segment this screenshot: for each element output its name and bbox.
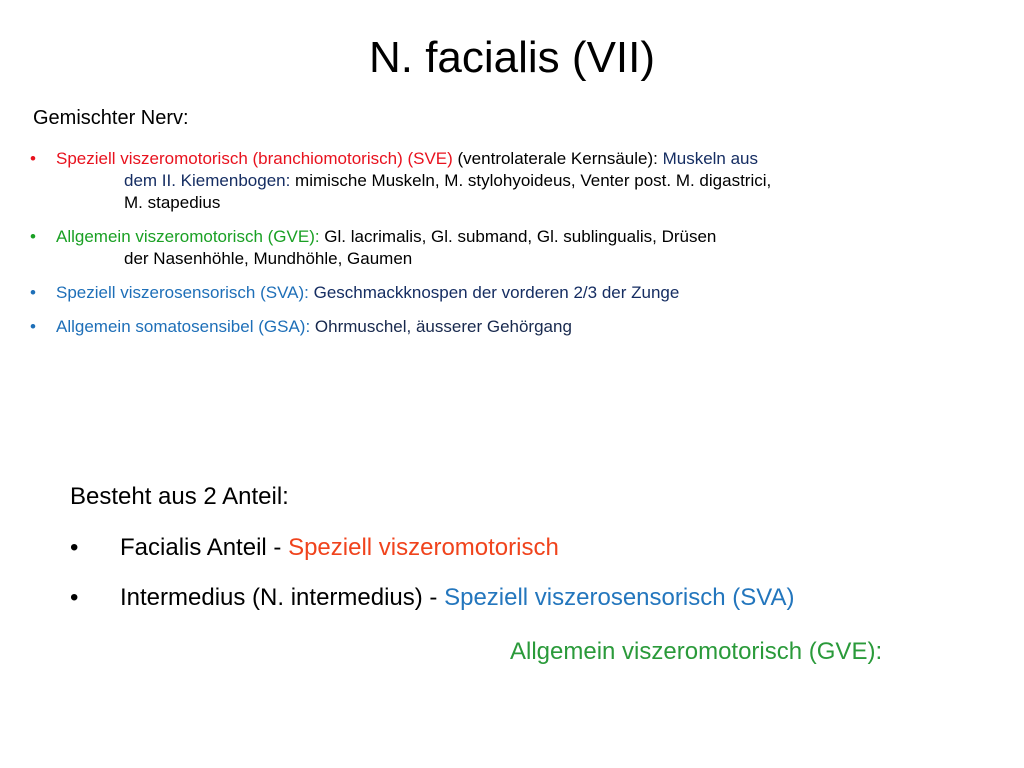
subheading: Gemischter Nerv: [33, 107, 189, 129]
component-description: Ohrmuschel, äusserer Gehörgang [310, 317, 572, 336]
component-description: Geschmackknospen der vorderen 2/3 der Zunge [308, 283, 680, 302]
list-item [30, 226, 1005, 270]
section2-heading: Besteht aus 2 Anteil: [70, 483, 289, 510]
bullet-glyph: • [30, 317, 36, 336]
parts-list [70, 532, 1010, 632]
component-location: (ventrolaterale Kernsäule): [452, 149, 663, 168]
bullet-glyph: • [30, 227, 36, 246]
component-label: Speziell viszerosensorisch (SVA): [56, 283, 309, 302]
component-label: Speziell viszeromotorisch (branchiomotorisch) (SVE) [56, 149, 453, 168]
bullet-glyph: • [30, 149, 36, 168]
continuation-line [56, 170, 1005, 192]
part-label: Intermedius (N. intermedius) - [120, 584, 445, 611]
list-item [70, 582, 1010, 614]
list-item [70, 532, 1010, 564]
component-description: mimische Muskeln, M. stylohyoideus, Venter post. M. digastrici, [290, 171, 772, 190]
list-item [30, 148, 1005, 214]
bullet-glyph: • [30, 283, 36, 302]
part-label: Facialis Anteil - [120, 534, 289, 561]
slide-title: N. facialis (VII) [368, 33, 656, 82]
component-description: Gl. lacrimalis, Gl. submand, Gl. sublingualis, Drüsen [319, 227, 717, 246]
part-highlight: Speziell viszerosensorisch (SVA) [444, 584, 795, 611]
component-label: Allgemein somatosensibel (GSA): [56, 317, 311, 336]
continuation-line: der Nasenhöhle, Mundhöhle, Gaumen [124, 249, 413, 268]
bullet-glyph: • [70, 584, 79, 611]
component-description: dem II. Kiemenbogen: [124, 171, 291, 190]
component-label: Allgemein viszeromotorisch (GVE): [56, 227, 320, 246]
list-item [30, 316, 1005, 338]
bullet-glyph: • [70, 534, 79, 561]
parts-continuation: Allgemein viszeromotorisch (GVE): [510, 638, 883, 665]
nerve-components-list [30, 148, 1005, 350]
part-highlight: Speziell viszeromotorisch [288, 534, 559, 561]
list-item [30, 282, 1005, 304]
continuation-line: M. stapedius [124, 193, 221, 212]
component-description: Muskeln aus [662, 149, 759, 168]
